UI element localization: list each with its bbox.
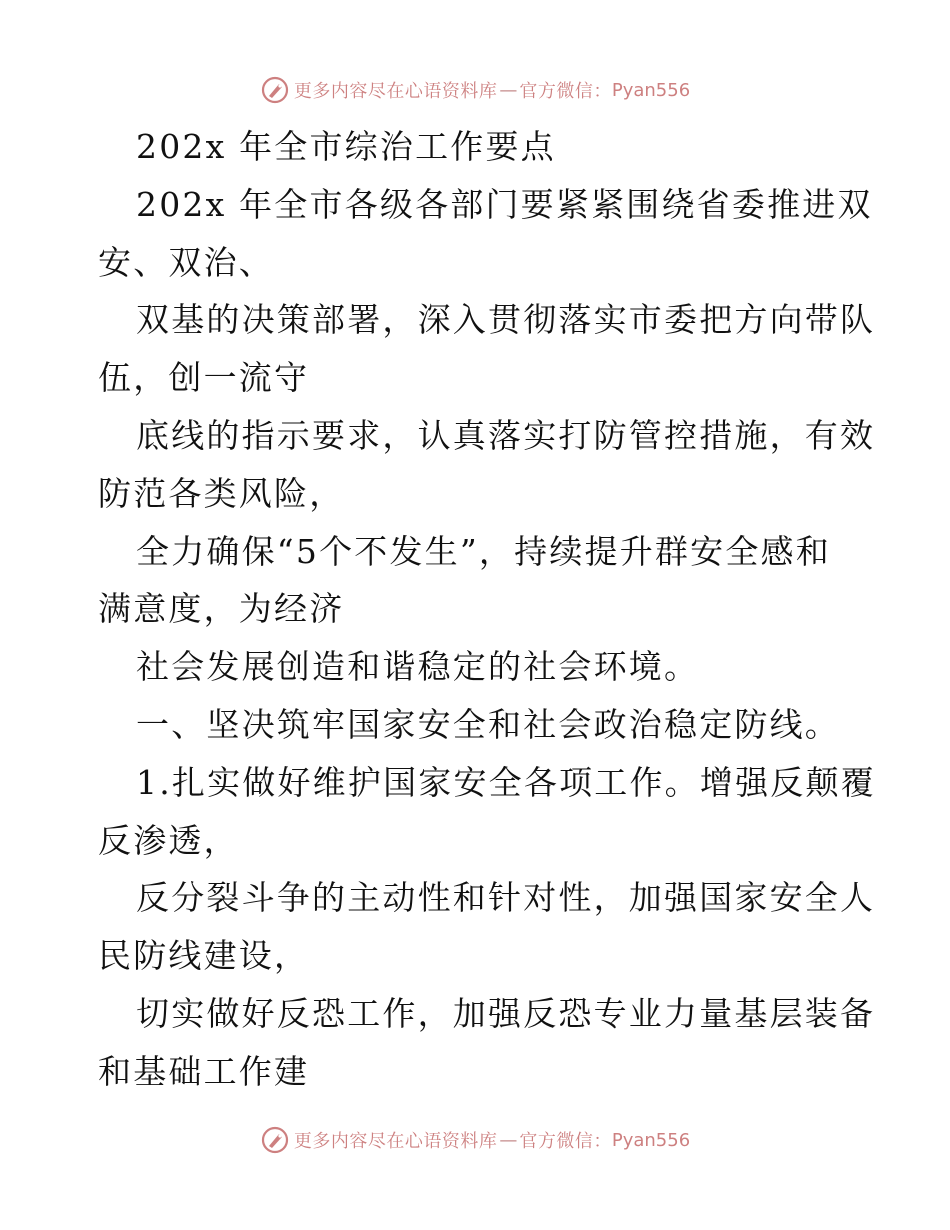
document-title: 202x 年全市综治工作要点 <box>136 127 556 166</box>
paragraph-line: 防范各类风险， <box>98 473 345 513</box>
paragraph-line: 和基础工作建 <box>98 1051 310 1091</box>
watermark-wechat-label: 官方微信： <box>519 81 612 102</box>
watermark-separator: — <box>499 79 518 101</box>
paragraph-line: 民防线建设， <box>98 936 310 976</box>
watermark-handle: Pyan556 <box>611 79 691 101</box>
paragraph-line: 全力确保“5个不发生”，持续提升群安全感和 <box>136 531 831 571</box>
watermark-site-text: 更多内容尽在心语资料库 <box>293 1131 498 1152</box>
watermark-wechat-label: 官方微信： <box>519 1131 612 1152</box>
paragraph-line: 满意度，为经济 <box>98 589 345 629</box>
header-watermark <box>0 70 950 110</box>
paragraph-line: 1.扎实做好维护国家安全各项工作。增强反颠覆 <box>136 762 876 802</box>
watermark-site-text: 更多内容尽在心语资料库 <box>293 81 498 102</box>
paragraph-line: 安、双治、 <box>98 242 274 282</box>
paragraph-line: 双基的决策部署，深入贯彻落实市委把方向带队 <box>136 300 876 340</box>
paragraph-line: 伍，创一流守 <box>98 358 310 398</box>
watermark-separator: — <box>499 1129 518 1151</box>
paragraph-line: 反分裂斗争的主动性和针对性，加强国家安全人 <box>136 878 876 918</box>
paragraph-line: 切实做好反恐工作，加强反恐专业力量基层装备 <box>136 993 876 1033</box>
watermark-handle: Pyan556 <box>611 1129 691 1151</box>
paragraph-line: 底线的指示要求，认真落实打防管控措施，有效 <box>136 415 876 455</box>
pen-nib-logo-icon <box>260 1125 290 1155</box>
paragraph-line: 202x 年全市各级各部门要紧紧围绕省委推进双 <box>136 184 873 224</box>
document-body <box>98 118 876 1101</box>
pen-nib-logo-icon <box>260 75 290 105</box>
footer-watermark <box>0 1120 950 1160</box>
paragraph-line: 社会发展创造和谐稳定的社会环境。 <box>136 647 700 687</box>
section-heading: 一、坚决筑牢国家安全和社会政治稳定防线。 <box>136 704 840 744</box>
paragraph-line: 反渗透， <box>98 820 239 860</box>
